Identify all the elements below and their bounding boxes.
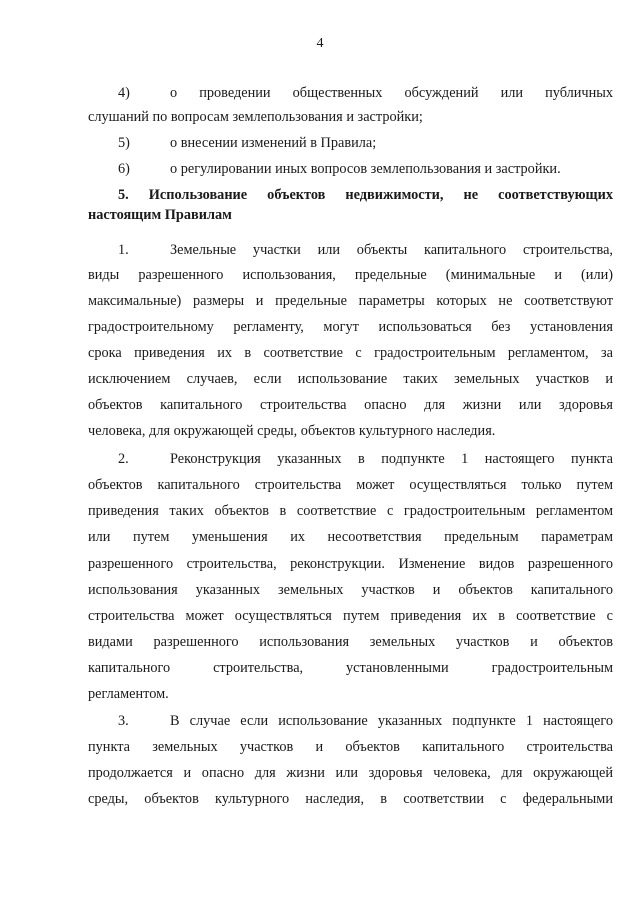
paragraph-2-line: видами разрешенного использования земельных участков и объектов [88,634,613,650]
page-number: 4 [316,36,324,51]
paragraph-2-line: капитального строительства, установленными градостроительным [88,660,613,676]
section-heading: 5. Использование объектов недвижимости, не соответствующих [118,187,613,203]
paragraph-text: Земельные участки или объекты капитального строительства, [170,242,613,258]
paragraph-2-line: или путем уменьшения их несоответствия предельным параметрам [88,529,613,545]
paragraph-number: 1. [118,242,129,258]
paragraph-1-line [118,241,613,259]
list-item-4 [118,84,613,102]
list-item-4-continuation: слушаний по вопросам землепользования и застройки; [88,109,423,125]
paragraph-1-line: исключением случаев, если использование таких земельных участков и [88,371,613,387]
paragraph-2-line: разрешенного строительства, реконструкции. Изменение видов разрешенного [88,556,613,572]
paragraph-1-line: срока приведения их в соответствие с градостроительным регламентом, за [88,345,613,361]
paragraph-2-line: объектов капитального строительства может осуществляться только путем [88,477,613,493]
paragraph-number: 3. [118,713,129,729]
paragraph-3-line: продолжается и опасно для жизни или здоровья человека, для окружающей [88,765,613,781]
paragraph-1-line: градостроительному регламенту, могут использоваться без установления [88,319,613,335]
paragraph-1-line: человека, для окружающей среды, объектов культурного наследия. [88,423,496,439]
list-item-number: 4) [118,85,130,101]
paragraph-2-line: приведения таких объектов в соответствие с градостроительным регламентом [88,503,613,519]
list-item-number: 6) [118,161,130,177]
list-item-number: 5) [118,135,130,151]
paragraph-text: Реконструкция указанных в подпункте 1 настоящего пункта [170,451,613,467]
paragraph-1-line: объектов капитального строительства опасно для жизни или здоровья [88,397,613,413]
list-item-text: о регулировании иных вопросов землепользования и застройки. [170,161,561,177]
paragraph-3-line: среды, объектов культурного наследия, в соответствии с федеральными [88,791,613,807]
section-heading-continuation: настоящим Правилам [88,207,232,223]
list-item-text: о проведении общественных обсуждений или публичных [170,85,613,101]
paragraph-2-line [118,450,613,468]
paragraph-2-line: строительства может осуществляться путем приведения их в соответствие с [88,608,613,624]
list-item-text: о внесении изменений в Правила; [170,135,377,151]
list-item-5 [118,134,613,152]
list-item-6 [118,160,613,178]
paragraph-number: 2. [118,451,129,467]
paragraph-3-line: пункта земельных участков и объектов капитального строительства [88,739,613,755]
paragraph-3-line [118,712,613,730]
paragraph-2-line: использования указанных земельных участков и объектов капитального [88,582,613,598]
paragraph-2-line: регламентом. [88,686,169,702]
paragraph-1-line: виды разрешенного использования, предельные (минимальные и (или) [88,267,613,283]
paragraph-1-line: максимальные) размеры и предельные параметры которых не соответствуют [88,293,613,309]
paragraph-text: В случае если использование указанных подпункте 1 настоящего [170,713,613,729]
